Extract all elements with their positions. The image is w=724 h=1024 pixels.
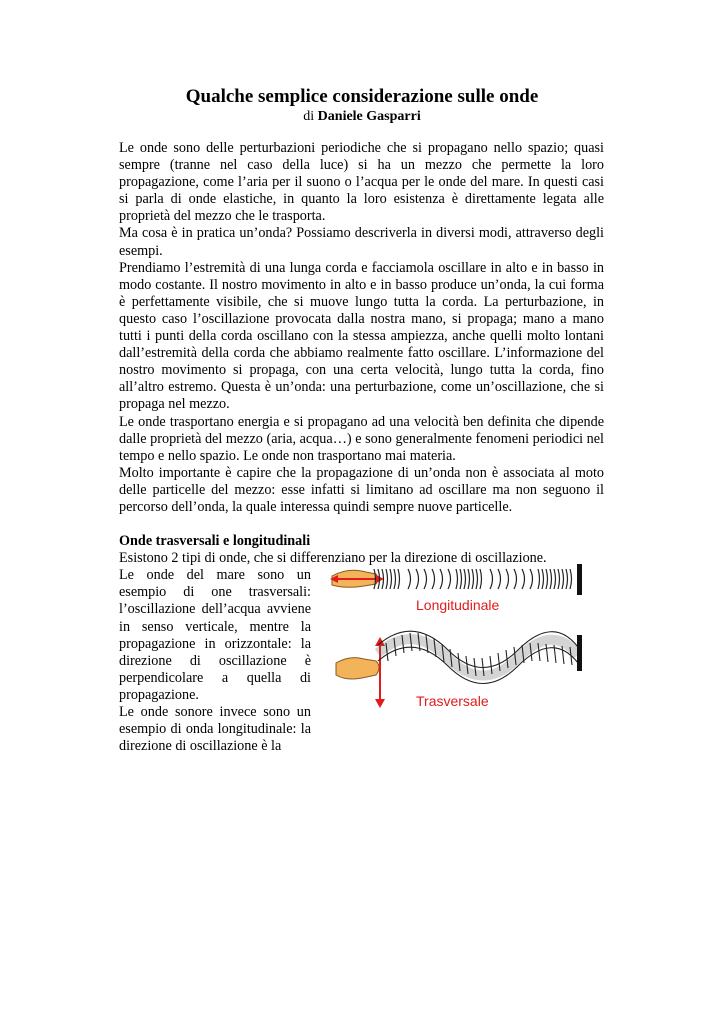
page-title: Qualche semplice considerazione sulle onde (185, 86, 539, 107)
section-heading: Onde trasversali e longitudinali (119, 533, 311, 550)
side-paragraph: Le onde sonore invece sono un esempio di onda longitudinale: la direzione di oscillazione è la (119, 704, 311, 755)
byline (0, 109, 724, 125)
wall-transversal (577, 635, 582, 671)
longitudinal-spring-icon (374, 569, 572, 589)
section-intro: Esistono 2 tipi di onde, che si differenziano per la direzione di oscillazione. (119, 550, 547, 567)
wave-types-figure (328, 563, 590, 723)
label-longitudinale: Longitudinale (416, 597, 500, 613)
side-paragraph: Le onde del mare sono un esempio di one trasversali: l’oscillazione dell’acqua avviene in senso verticale, mentre la propagazione in orizzontale: la direzione di oscillazione è perpendicolare a quella di propagazione. (119, 567, 311, 703)
hand-transversal-icon (336, 658, 379, 679)
paragraph: Le onde trasportano energia e si propagano ad una velocità ben definita che dipende dalle proprietà del mezzo (aria, acqua…) e sono generalmente fenomeni periodici nel tempo e nello spazio. Le onde non trasportano mai materia. (119, 413, 604, 464)
paragraph: Ma cosa è in pratica un’onda? Possiamo descriverla in diversi modi, attraverso degli esempi. (119, 225, 604, 259)
wall-longitudinal (577, 564, 582, 595)
wave-diagram (328, 563, 590, 723)
author-name: Daniele Gasparri (317, 109, 421, 124)
byline-prefix: di (303, 109, 315, 124)
paragraph: Le onde sono delle perturbazioni periodiche che si propagano nello spazio; quasi sempre (tranne nel caso della luce) si ha un mezzo che permette la loro propagazione, come l’aria per il suono o l’acqua per le onde del mare. In questi casi si parla di onde elastiche, in quanto la loro esistenza è direttamente legata alle proprietà del mezzo che le trasporta. (119, 140, 604, 225)
paragraph: Molto importante è capire che la propagazione di un’onda non è associata al moto delle particelle del mezzo: esse infatti si limitano ad oscillare ma non seguono il percorso dell’onda, la quale interessa quindi sempre nuove particelle. (119, 464, 604, 515)
transversal-spring-icon (378, 631, 578, 683)
paragraph: Prendiamo l’estremità di una lunga corda e facciamola oscillare in alto e in basso in modo costante. Il nostro movimento in alto e in basso produce un’onda, la cui forma è perfettamente visibile, che si muove lungo tutta la corda. La perturbazione, in questo caso l’oscillazione provocata dalla nostra mano, si propaga; mano a mano tutti i punti della corda oscillano con la stessa ampiezza, anche quelli molto lontani dall’estremità della corda che abbiamo realmente fatto oscillare. L’informazione del nostro movimento si propaga, con una certa velocità, lungo tutta la corda, fino all’altro estremo. Questa è un’onda: una perturbazione, come un’oscillazione, che si propaga nel mezzo. (119, 259, 604, 413)
label-trasversale: Trasversale (416, 693, 489, 709)
